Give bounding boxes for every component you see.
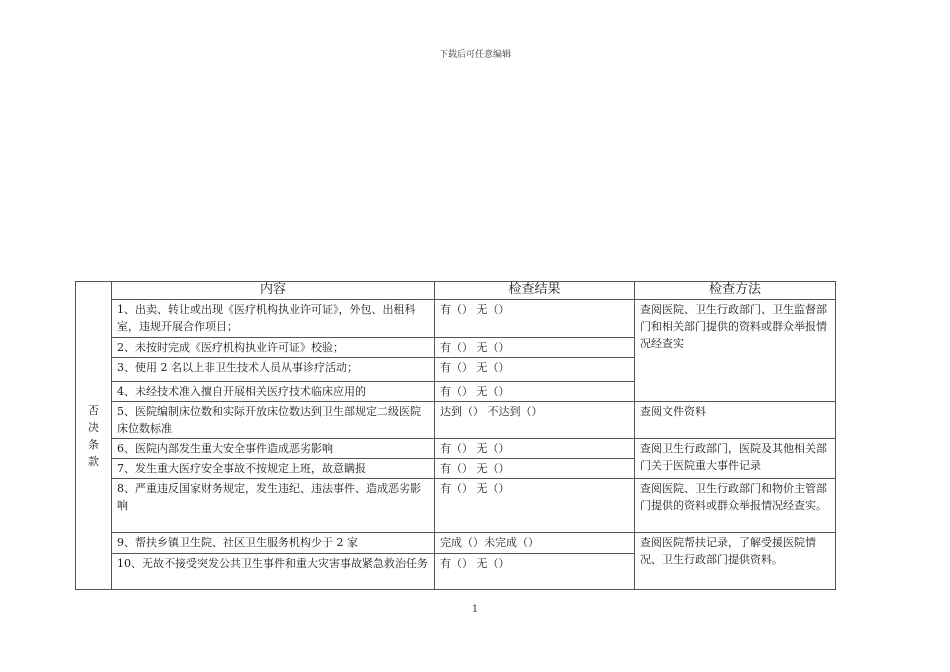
row-result: 有（） 无（）	[435, 338, 635, 358]
page-number: 1	[471, 604, 479, 615]
row-result: 有（） 无（）	[435, 479, 635, 533]
row-content: 2、未按时完成《医疗机构执业许可证》校验；	[112, 338, 435, 358]
row-content: 9、帮扶乡镇卫生院、社区卫生服务机构少于 2 家	[112, 533, 435, 554]
header-note: 下载后可任意编辑	[438, 50, 511, 60]
row-content: 5、医院编制床位数和实际开放床位数达到卫生部规定二级医院床位数标准	[112, 402, 435, 439]
row-method: 查阅医院、卫生行政部门、卫生监督部门和相关部门提供的资料或群众举报情况经查实	[635, 300, 836, 402]
row-content: 6、医院内部发生重大安全事件造成恶劣影响	[112, 439, 435, 459]
table-header-row	[76, 282, 836, 300]
row-method: 查阅医院、卫生行政部门和物价主管部门提供的资料或群众举报情况经查实。	[635, 479, 836, 533]
table-row	[76, 439, 836, 459]
veto-criteria-table	[75, 281, 836, 590]
side-char: 决	[88, 420, 99, 434]
row-result: 有（） 无（）	[435, 300, 635, 338]
row-method: 查阅文件资料	[635, 402, 836, 439]
row-content: 8、严重违反国家财务规定，发生违纪、违法事件、造成恶劣影响	[112, 479, 435, 533]
row-result: 有（） 无（）	[435, 554, 635, 590]
row-content: 7、发生重大医疗安全事故不按规定上班，故意瞒报	[112, 459, 435, 479]
row-result: 有（） 无（）	[435, 459, 635, 479]
side-char: 款	[88, 454, 99, 468]
header-method: 检查方法	[635, 282, 836, 300]
table-row	[76, 479, 836, 533]
row-content: 3、使用 2 名以上非卫生技术人员从事诊疗活动；	[112, 358, 435, 382]
veto-side-label	[76, 282, 112, 590]
row-method: 查阅卫生行政部门，医院及其他相关部门关于医院重大事件记录	[635, 439, 836, 479]
row-result: 有（） 无（）	[435, 439, 635, 459]
row-result: 达到（） 不达到（）	[435, 402, 635, 439]
side-char: 否	[88, 403, 99, 417]
row-content: 4、未经技术准入擅自开展相关医疗技术临床应用的	[112, 382, 435, 402]
row-content: 10、无故不接受突发公共卫生事件和重大灾害事故紧急救治任务	[112, 554, 435, 590]
table-row	[76, 402, 836, 439]
side-char: 条	[88, 437, 99, 451]
row-method: 查阅医院帮扶记录，了解受援医院情况、卫生行政部门提供资料。	[635, 533, 836, 590]
table-row	[76, 300, 836, 338]
row-result: 完成（）未完成（）	[435, 533, 635, 554]
table-row	[76, 533, 836, 554]
row-content: 1、出卖、转让或出现《医疗机构执业许可证》，外包、出租科室，违规开展合作项目；	[112, 300, 435, 338]
row-result: 有（） 无（）	[435, 358, 635, 382]
header-result: 检查结果	[435, 282, 635, 300]
row-result: 有（） 无（）	[435, 382, 635, 402]
header-content: 内容	[112, 282, 435, 300]
